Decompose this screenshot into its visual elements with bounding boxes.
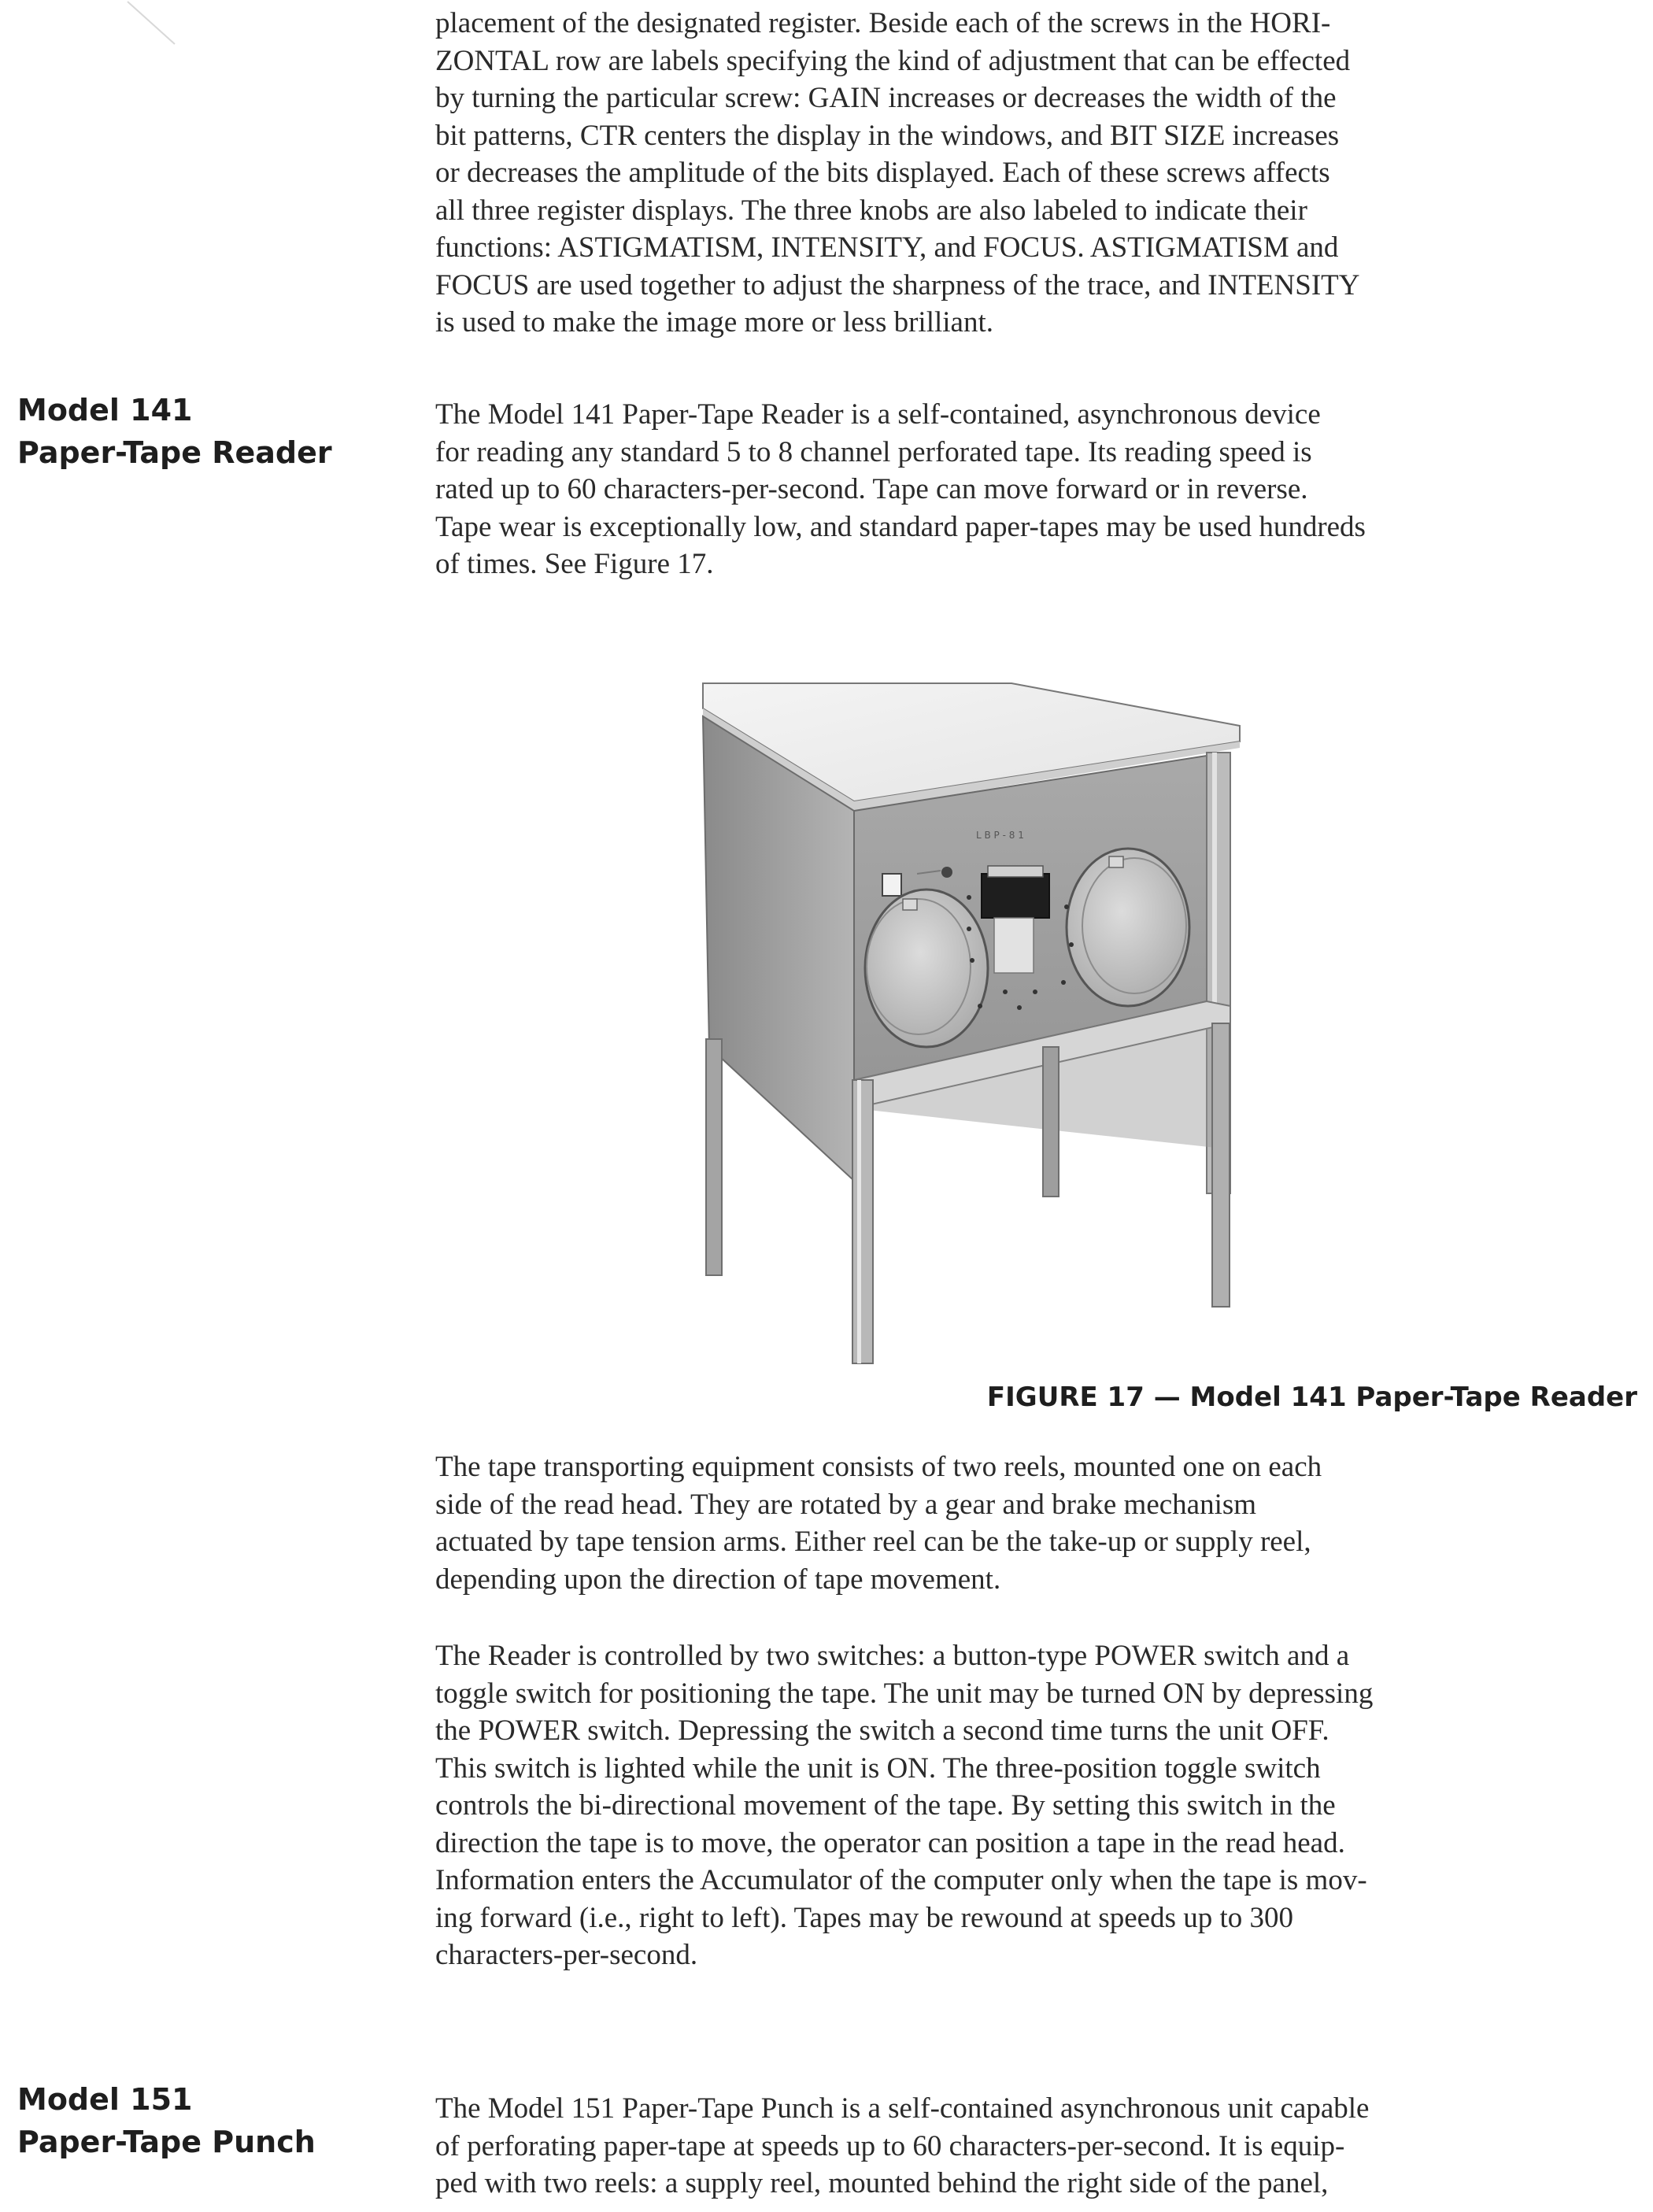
intro-paragraph: [435, 5, 1640, 342]
model-141-paragraph: [435, 396, 1640, 583]
text-line: toggle switch for positioning the tape. The unit may be turned ON by depressing: [435, 1677, 1374, 1710]
heading-line: Model 151: [17, 2082, 193, 2117]
text-line: FOCUS are used together to adjust the sharpness of the trace, and INTENSITY: [435, 268, 1360, 301]
text-line: for reading any standard 5 to 8 channel perforated tape. Its reading speed is: [435, 435, 1312, 468]
text-line: actuated by tape tension arms. Either reel can be the take-up or supply reel,: [435, 1526, 1311, 1558]
text-line: controls the bi-directional movement of the tape. By setting this switch in the: [435, 1789, 1336, 1822]
text-line: side of the read head. They are rotated by a gear and brake mechanism: [435, 1488, 1257, 1521]
text-line: ped with two reels: a supply reel, mounted behind the right side of the panel,: [435, 2167, 1329, 2199]
text-line: Tape wear is exceptionally low, and standard paper-tapes may be used hundreds: [435, 510, 1366, 543]
text-line: rated up to 60 characters-per-second. Tape can move forward or in reverse.: [435, 473, 1308, 505]
text-line: the POWER switch. Depressing the switch a second time turns the unit OFF.: [435, 1714, 1329, 1747]
text-line: is used to make the image more or less brilliant.: [435, 306, 993, 338]
heading-line: Paper-Tape Reader: [17, 435, 332, 470]
text-line: bit patterns, CTR centers the display in the windows, and BIT SIZE increases: [435, 119, 1340, 152]
text-line: The tape transporting equipment consists of two reels, mounted one on each: [435, 1451, 1322, 1483]
text-line: direction the tape is to move, the operator can position a tape in the read head.: [435, 1826, 1345, 1859]
figure-17-caption: FIGURE 17 — Model 141 Paper-Tape Reader: [986, 1382, 1637, 1413]
controls-paragraph: [435, 1637, 1640, 1974]
panel-label: L B P - 8 1: [976, 830, 1024, 841]
text-line: The Model 151 Paper-Tape Punch is a self-contained asynchronous unit capable: [435, 2092, 1370, 2125]
text-line: ing forward (i.e., right to left). Tapes may be rewound at speeds up to 300: [435, 1901, 1294, 1934]
text-line: placement of the designated register. Beside each of the screws in the HORI-: [435, 7, 1331, 39]
text-line: or decreases the amplitude of the bits displayed. Each of these screws affects: [435, 157, 1330, 189]
text-line: The Model 141 Paper-Tape Reader is a self-contained, asynchronous device: [435, 398, 1321, 431]
corner-scan-mark: [126, 0, 181, 47]
text-line: of times. See Figure 17.: [435, 548, 714, 580]
figure-17-paper-tape-reader-photo: [697, 677, 1248, 1370]
text-line: all three register displays. The three knobs are also labeled to indicate their: [435, 194, 1307, 227]
text-line: characters-per-second.: [435, 1939, 698, 1971]
text-line: by turning the particular screw: GAIN increases or decreases the width of the: [435, 82, 1337, 114]
heading-line: Paper-Tape Punch: [17, 2125, 316, 2159]
text-line: of perforating paper-tape at speeds up to 60 characters-per-second. It is equip-: [435, 2129, 1345, 2162]
text-line: functions: ASTIGMATISM, INTENSITY, and FOCUS. ASTIGMATISM and: [435, 231, 1339, 264]
text-line: depending upon the direction of tape movement.: [435, 1563, 1001, 1596]
transport-paragraph: [435, 1448, 1640, 1598]
text-line: The Reader is controlled by two switches: a button-type POWER switch and a: [435, 1640, 1350, 1672]
model-151-paragraph: [435, 2090, 1640, 2203]
heading-line: Model 141: [17, 393, 193, 427]
section-heading-model-141: [17, 389, 332, 474]
text-line: This switch is lighted while the unit is ON. The three-position toggle switch: [435, 1751, 1321, 1785]
section-heading-model-151: [17, 2078, 316, 2163]
text-line: Information enters the Accumulator of the computer only when the tape is mov-: [435, 1864, 1367, 1896]
text-line: ZONTAL row are labels specifying the kind of adjustment that can be effected: [435, 44, 1351, 77]
